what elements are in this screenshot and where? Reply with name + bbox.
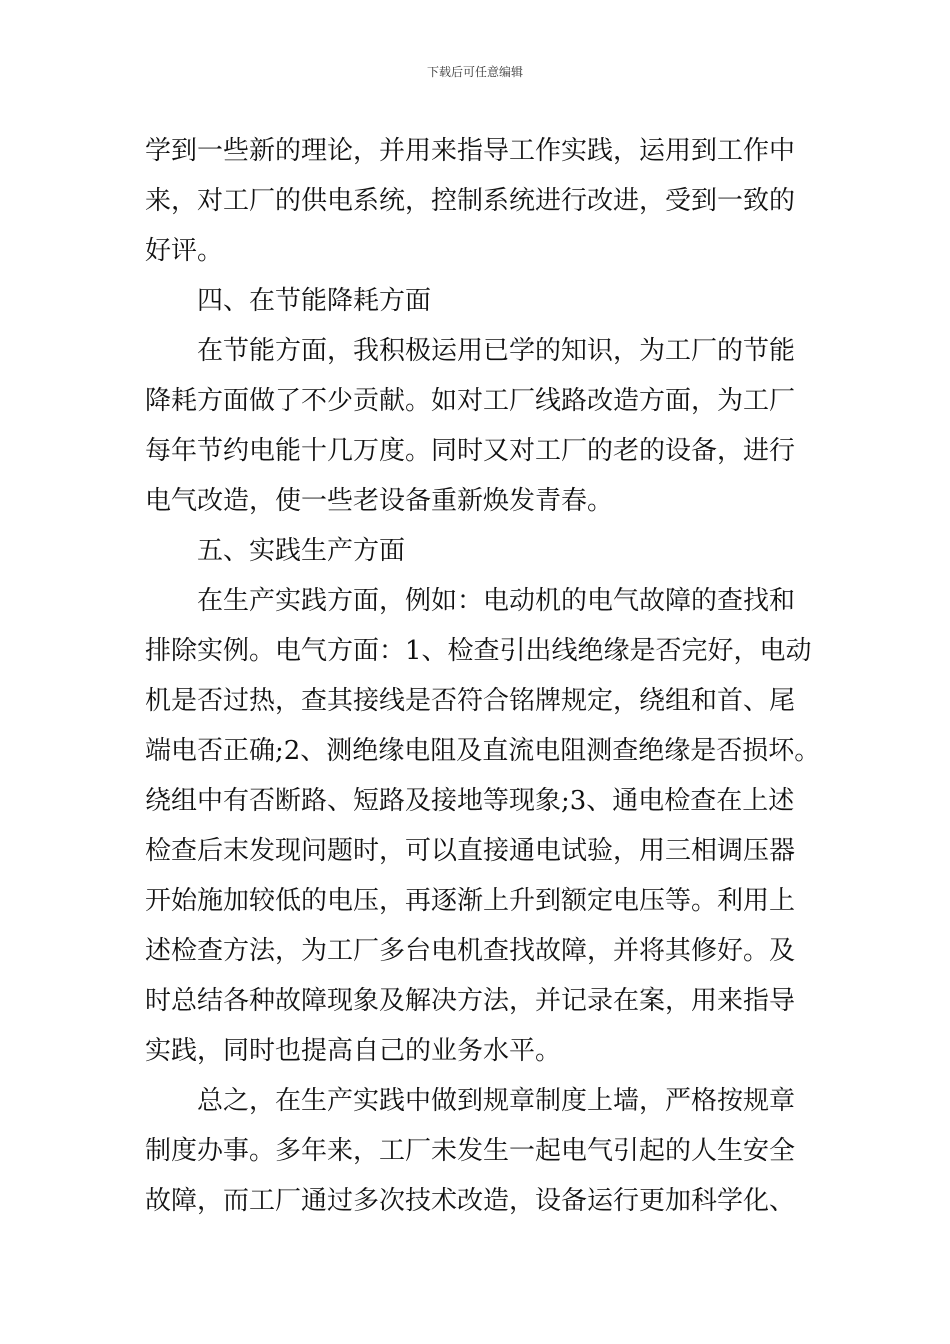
- body-line: 好评。: [145, 236, 224, 266]
- body-line: 降耗方面做了不少贡献。如对工厂线路改造方面，为工厂: [145, 386, 796, 416]
- body-line: 每年节约电能十几万度。同时又对工厂的老的设备，进行: [145, 436, 796, 466]
- body-line: 绕组中有否断路、短路及接地等现象;3、通电检查在上述: [145, 786, 795, 816]
- body-line: 制度办事。多年来，工厂未发生一起电气引起的人生安全: [145, 1136, 796, 1166]
- body-line: 电气改造，使一些老设备重新焕发青春。: [145, 486, 614, 516]
- body-line: 端电否正确;2、测绝缘电阻及直流电阻测查绝缘是否损坏。: [145, 736, 821, 766]
- document-body: [145, 126, 825, 1226]
- body-line: 故障，而工厂通过多次技术改造，设备运行更加科学化、: [145, 1186, 796, 1216]
- body-line: 时总结各种故障现象及解决方法，并记录在案，用来指导: [145, 986, 796, 1016]
- body-line: 排除实例。电气方面：1、检查引出线绝缘是否完好，电动: [145, 636, 812, 666]
- body-line: 述检查方法，为工厂多台电机查找故障，并将其修好。及: [145, 936, 796, 966]
- body-line: 学到一些新的理论，并用来指导工作实践，运用到工作中: [145, 136, 796, 166]
- body-line: 总之，在生产实践中做到规章制度上墙，严格按规章: [197, 1086, 796, 1116]
- body-line: 来，对工厂的供电系统，控制系统进行改进，受到一致的: [145, 186, 796, 216]
- body-line: 实践，同时也提高自己的业务水平。: [145, 1036, 562, 1066]
- body-line: 检查后末发现问题时，可以直接通电试验，用三相调压器: [145, 836, 796, 866]
- body-line: 在节能方面，我积极运用已学的知识，为工厂的节能: [197, 336, 796, 366]
- body-line: 在生产实践方面，例如：电动机的电气故障的查找和: [197, 586, 796, 616]
- body-line: 机是否过热，查其接线是否符合铭牌规定，绕组和首、尾: [145, 686, 796, 716]
- page-header-note: 下载后可任意编辑: [426, 65, 523, 79]
- section-heading-energy-saving: 四、在节能降耗方面: [197, 286, 432, 316]
- body-line: 开始施加较低的电压，再逐渐上升到额定电压等。利用上: [145, 886, 796, 916]
- section-heading-production-practice: 五、实践生产方面: [197, 536, 406, 566]
